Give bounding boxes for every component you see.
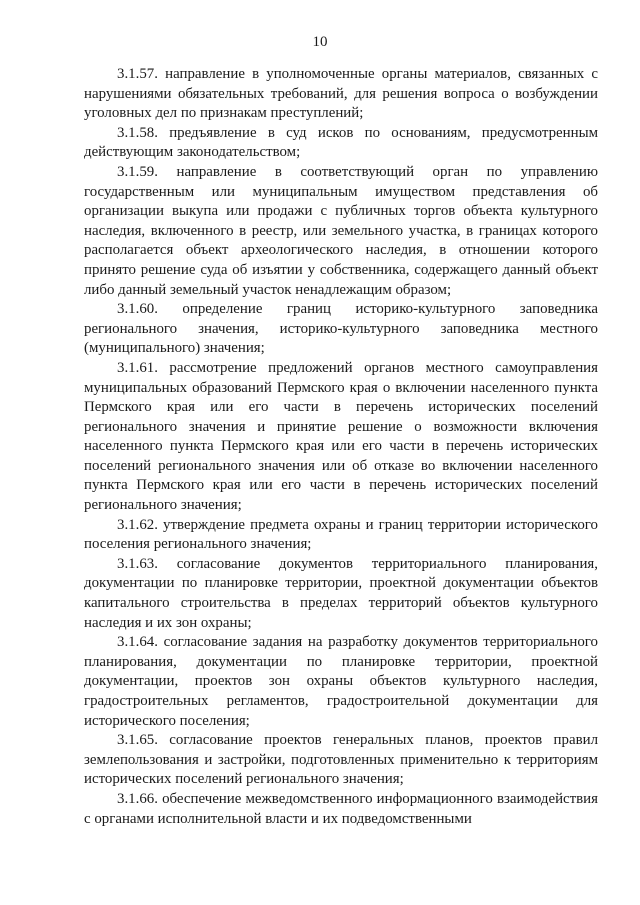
clause-3-1-63: 3.1.63. согласование документов территориального планирования, документации по планировке территории, проектной документации объектов капитального строительства в пределах территорий объектов культурного наследия и их зон охраны; xyxy=(84,555,598,631)
document-body xyxy=(84,65,598,829)
clause-3-1-61: 3.1.61. рассмотрение предложений органов местного самоуправления муниципальных образований Пермского края о включении населенного пункта Пермского края или его части в перечень исторических поселений регионального значения и принятие решение о возможности включения населенного пункта Пермского края или его части в перечень исторических поселений регионального значения или об отказе во включении населенного пункта Пермского края или его части в перечень исторических поселений регионального значения; xyxy=(84,359,598,514)
clause-3-1-57: 3.1.57. направление в уполномоченные органы материалов, связанных с нарушениями обязательных требований, для решения вопроса о возбуждении уголовных дел по признакам преступлений; xyxy=(84,66,598,122)
clause-3-1-65: 3.1.65. согласование проектов генеральных планов, проектов правил землепользования и застройки, подготовленных применительно к территориям исторических поселений регионального значения; xyxy=(84,732,598,788)
clause-3-1-58: 3.1.58. предъявление в суд исков по основаниям, предусмотренным действующим законодательством; xyxy=(84,124,598,161)
clause-3-1-60: 3.1.60. определение границ историко-культурного заповедника регионального значения, историко-культурного заповедника местного (муниципального) значения; xyxy=(84,301,598,357)
clause-3-1-66: 3.1.66. обеспечение межведомственного информационного взаимодействия с органами исполнительной власти и их подведомственными xyxy=(84,790,598,827)
clause-3-1-62: 3.1.62. утверждение предмета охраны и границ территории исторического поселения регионального значения; xyxy=(84,516,598,553)
clause-3-1-64: 3.1.64. согласование задания на разработку документов территориального планирования, документации по планировке территории, проектной документации, проектов зон охраны объектов культурного наследия, градостроительных регламентов, градостроительной документации для исторического поселения; xyxy=(84,634,598,729)
clause-3-1-59: 3.1.59. направление в соответствующий орган по управлению государственным или муниципальным имуществом представления об организации выкупа или продажи с публичных торгов объекта культурного наследия, включенного в реестр, или земельного участка, в границах которого располагается объект археологического наследия, в отношении которого принято решение суда об изъятии у собственника, содержащего данный объект либо данный земельный участок ненадлежащим образом; xyxy=(84,163,598,298)
page-number: 10 xyxy=(312,34,328,50)
